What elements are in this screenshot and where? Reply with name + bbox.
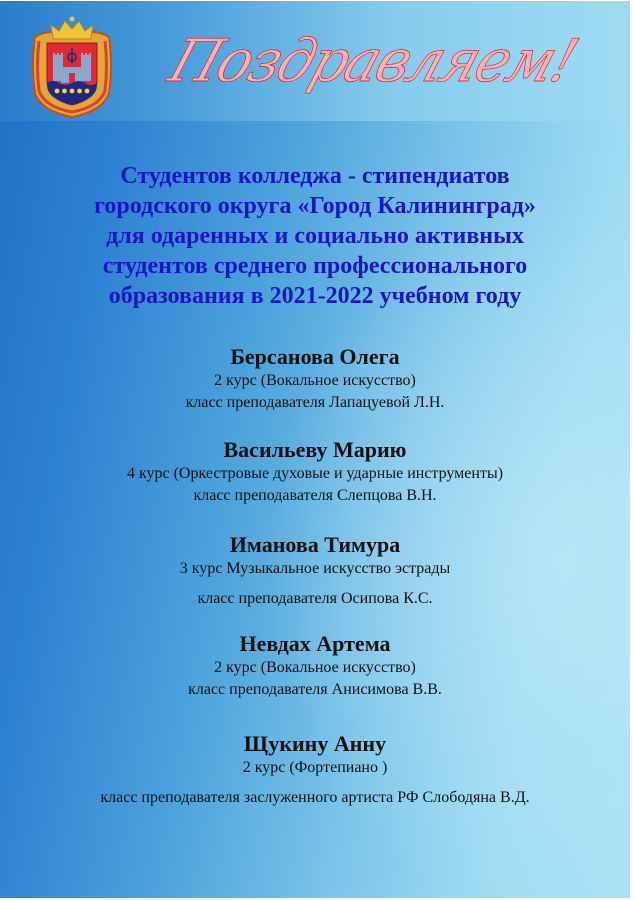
student-entry	[0, 344, 630, 414]
student-name: Иманова Тимура	[229, 532, 401, 557]
student-name: Берсанова Олега	[230, 344, 400, 369]
heading-line: городского округа «Город Калининград»	[94, 193, 536, 219]
student-name: Невдах Артема	[239, 631, 391, 656]
student-teacher: класс преподавателя Анисимова В.В.	[188, 681, 442, 698]
kaliningrad-coat-of-arms-icon	[27, 15, 117, 119]
student-course: 3 курс Музыкальное искусство эстрады	[179, 560, 451, 577]
heading-line: студентов среднего профессионального	[102, 253, 528, 279]
student-entry	[0, 731, 630, 809]
student-name: Щукину Анну	[243, 731, 387, 756]
student-course: 2 курс (Вокальное искусство)	[214, 659, 416, 676]
student-name: Васильеву Марию	[223, 437, 407, 462]
student-course: 2 курс (Вокальное искусство)	[214, 372, 416, 389]
heading-line: образования в 2021-2022 учебном году	[108, 283, 522, 309]
student-entry	[0, 532, 630, 610]
student-entry	[0, 631, 630, 701]
certificate-page	[0, 1, 630, 898]
student-teacher: класс преподавателя заслуженного артиста РФ Слободяна В.Д.	[100, 789, 530, 806]
student-entry	[0, 437, 630, 507]
student-course: 2 курс (Фортепиано )	[242, 759, 388, 776]
heading-line: Студентов колледжа - стипендиатов	[120, 163, 510, 189]
congratulations-title: Поздравляем!	[161, 27, 585, 96]
scholarship-heading	[0, 161, 630, 311]
student-teacher: класс преподавателя Лапацуевой Л.Н.	[185, 394, 445, 411]
student-teacher: класс преподавателя Осипова К.С.	[197, 590, 433, 607]
student-teacher: класс преподавателя Слепцова В.Н.	[193, 487, 437, 504]
student-course: 4 курс (Оркестровые духовые и ударные инструменты)	[126, 465, 504, 482]
heading-line: для одаренных и социально активных	[106, 223, 524, 249]
